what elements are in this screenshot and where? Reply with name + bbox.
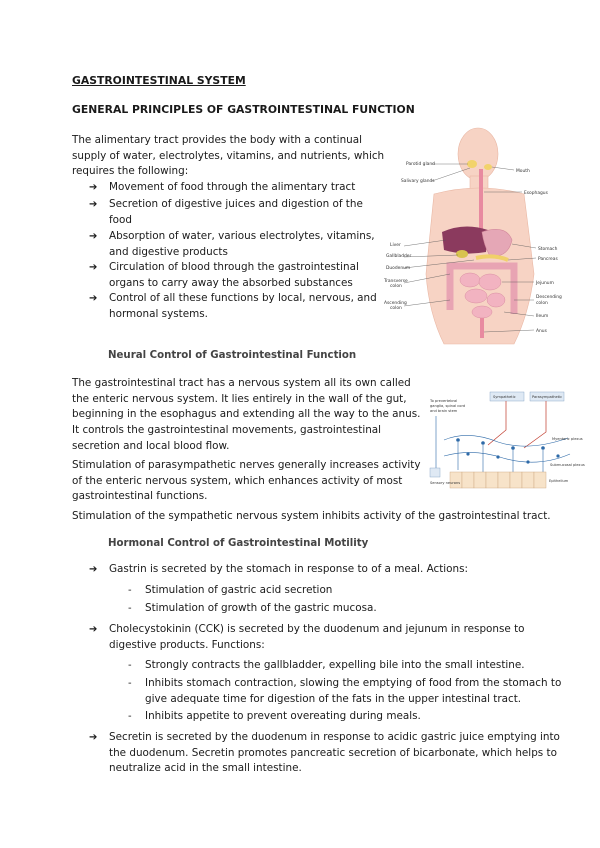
digestive-system-figure (384, 124, 574, 344)
hormone-cck: Cholecystokinin (CCK) is secreted by the duodenum and jejunum in response to digestive products. Functions: (109, 623, 525, 651)
list-item: Movement of food through the alimentary tract (109, 181, 356, 193)
salivary-gland-shape (467, 160, 477, 168)
label-transverse-colon: Transverse (384, 279, 408, 284)
label-submucosal: Submucosal plexus (550, 463, 585, 467)
label-anus: Anus (536, 329, 547, 334)
dash-bullet: - (128, 660, 132, 671)
label-esophagus: Esophagus (524, 191, 548, 196)
enteric-nervous-system-figure (428, 390, 585, 500)
arrow-bullet-icon: ➔ (89, 293, 98, 304)
hormone-gastrin: Gastrin is secreted by the stomach in response to of a meal. Actions: (109, 563, 469, 575)
sub-item: Inhibits stomach contraction, slowing the emptying of food from the stomach to give adequate time for digestion of the fats in the upper intestinal tract. (145, 677, 562, 705)
sub-item: Stimulation of growth of the gastric mucosa. (145, 602, 377, 614)
list-item: Absorption of water, various electrolytes, vitamins, and digestive products (109, 230, 375, 258)
arrow-bullet-icon: ➔ (89, 564, 98, 575)
list-item: Circulation of blood through the gastrointestinal organs to carry away the absorbed substances (109, 261, 359, 289)
label-ascending-colon: Ascending (384, 301, 407, 306)
dash-bullet: - (128, 711, 132, 722)
hormone-secretin: Secretin is secreted by the duodenum in response to acidic gastric juice emptying into the duodenum. Secretin promotes pancreatic secretion of bicarbonate, which helps to neutralize acid in the small intestine. (109, 731, 560, 775)
label-mouth: Mouth (516, 169, 530, 174)
label-parotid: Parotid gland (406, 162, 435, 167)
arrow-bullet-icon: ➔ (89, 182, 98, 193)
label-parasympathetic: Parasympathetic (532, 395, 563, 399)
label-sensory: Sensory neurons (430, 481, 461, 485)
section-heading-hormonal: Hormonal Control of Gastrointestinal Motility (108, 538, 369, 549)
arrow-bullet-icon: ➔ (89, 624, 98, 635)
list-item: Control of all these functions by local, nervous, and hormonal systems. (109, 292, 377, 320)
neural-paragraph-4: Stimulation of the sympathetic nervous system inhibits activity of the gastrointestinal tract. (72, 510, 551, 522)
dash-bullet: - (128, 678, 132, 689)
label-descending-colon: Descending (536, 295, 562, 300)
svg-text:colon: colon (390, 306, 402, 311)
label-myenteric: Myenteric plexus (552, 437, 583, 441)
label-gallbladder: Gallbladder (386, 254, 412, 259)
section-heading-general: GENERAL PRINCIPLES OF GASTROINTESTINAL FUNCTION (72, 103, 415, 116)
label-duodenum: Duodenum (386, 266, 411, 271)
dash-bullet: - (128, 585, 132, 596)
neural-paragraph-3: Stimulation of parasympathetic nerves generally increases activity of the enteric nervous system, which enhances activity of most gastrointestinal functions. (72, 459, 421, 503)
sub-item: Stimulation of gastric acid secretion (145, 584, 333, 596)
arrow-bullet-icon: ➔ (89, 199, 98, 210)
label-to-prevertebral: To prevertebral (430, 399, 458, 403)
label-liver: Liver (390, 243, 401, 248)
label-salivary: Salivary glands (401, 179, 435, 184)
label-ileum: Ileum (536, 314, 549, 319)
svg-text:ganglia, spinal cord: ganglia, spinal cord (430, 404, 466, 408)
dash-bullet: - (128, 603, 132, 614)
section-heading-neural: Neural Control of Gastrointestinal Function (108, 350, 357, 361)
label-sympathetic: Sympathetic (493, 395, 516, 399)
label-pancreas: Pancreas (538, 257, 558, 262)
intro-paragraph: The alimentary tract provides the body with a continual supply of water, electrolytes, vitamins, and nutrients, which requires the following: (72, 134, 385, 178)
list-item: Secretion of digestive juices and digestion of the food (109, 198, 363, 226)
label-epithelium: Epithelium (549, 479, 569, 483)
arrow-bullet-icon: ➔ (89, 231, 98, 242)
sub-item: Strongly contracts the gallbladder, expelling bile into the small intestine. (145, 659, 525, 671)
arrow-bullet-icon: ➔ (89, 732, 98, 743)
svg-text:colon: colon (390, 284, 402, 289)
arrow-bullet-icon: ➔ (89, 262, 98, 273)
label-stomach: Stomach (538, 247, 558, 252)
svg-text:colon: colon (536, 301, 548, 306)
document-title: GASTROINTESTINAL SYSTEM (72, 74, 246, 87)
label-jejunum: Jejunum (536, 281, 554, 286)
neural-paragraph-2: It controls the gastrointestinal movements, gastrointestinal secretion and local blood flow. (72, 424, 382, 452)
sub-item: Inhibits appetite to prevent overeating during meals. (145, 710, 421, 722)
neural-paragraph-1: The gastrointestinal tract has a nervous system all its own called the enteric nervous system. It lies entirely in the wall of the gut, beginning in the esophagus and extending all the way to the anus. (72, 377, 421, 421)
liver-shape (442, 226, 488, 253)
svg-text:and brain stem: and brain stem (430, 409, 458, 413)
